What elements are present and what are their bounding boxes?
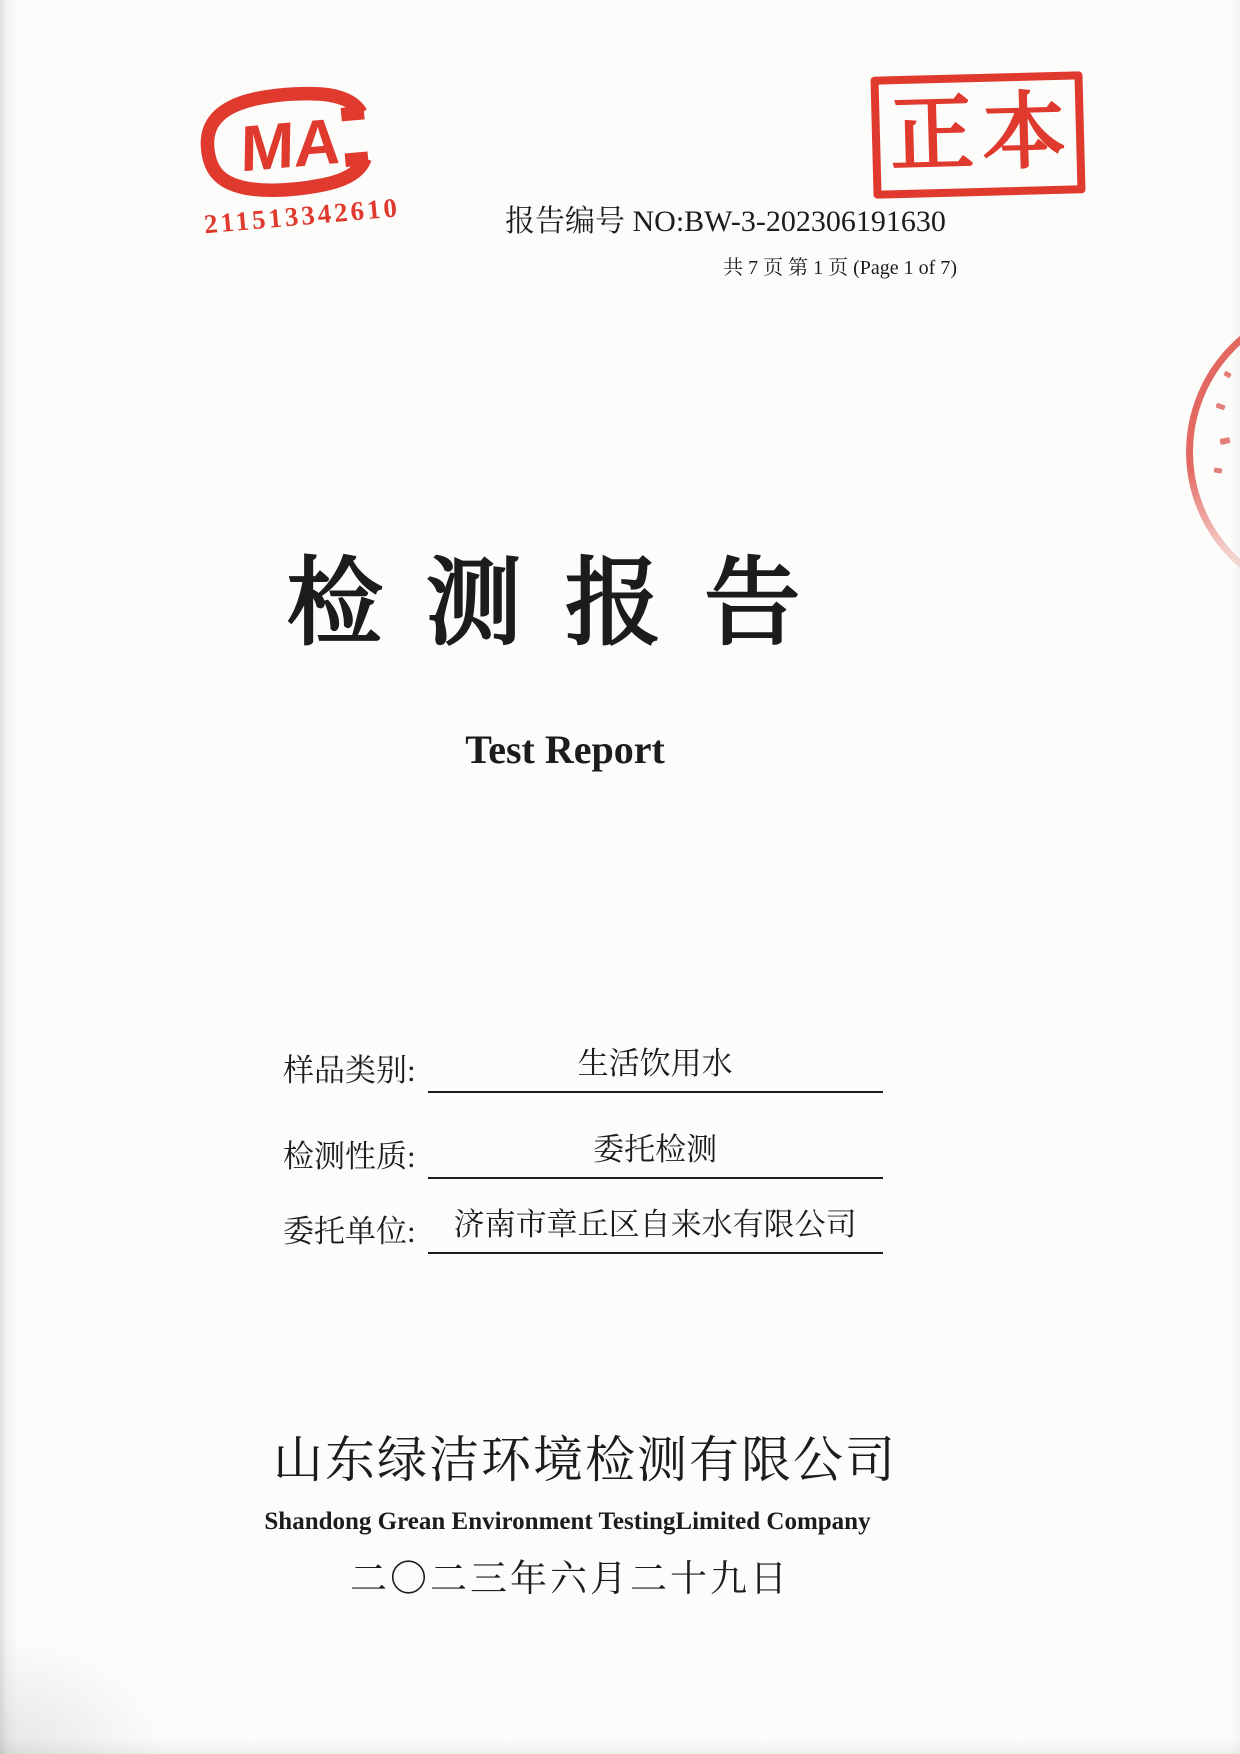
cma-number: 211513342610 [202, 192, 402, 240]
company-name-zh: 山东绿洁环境检测有限公司 [273, 1432, 897, 1488]
report-number-value: BW-3-202306191630 [684, 205, 946, 238]
field-label: 样品类别: [283, 1053, 416, 1088]
page-count-line: 共 7 页 第 1 页 (Page 1 of 7) [723, 257, 957, 279]
partial-seal-icon [1186, 300, 1240, 604]
field-row-sample-type [283, 1042, 883, 1093]
report-title: 检测报告 [286, 550, 844, 657]
field-value-underlined: 生活饮用水 [428, 1042, 883, 1093]
report-title-en: Test Report [465, 727, 665, 772]
report-number-label: 报告编号 NO: [505, 205, 685, 238]
field-value-underlined: 济南市章丘区自来水有限公司 [428, 1203, 883, 1254]
field-value-underlined: 委托检测 [428, 1128, 883, 1179]
field-row-test-nature [283, 1128, 883, 1179]
seal-text-fragment [1214, 467, 1223, 473]
cma-stamp [186, 77, 408, 241]
original-copy-stamp [870, 71, 1085, 199]
field-label: 检测性质: [283, 1139, 416, 1174]
company-name-en: Shandong Grean Environment TestingLimited Company [264, 1508, 871, 1535]
original-copy-label: 正本 [888, 85, 1076, 184]
report-date: 二〇二三年六月二十九日 [350, 1559, 790, 1600]
cma-letters: MA [240, 103, 342, 186]
field-label: 委托单位: [283, 1214, 416, 1249]
cma-logo-icon [192, 78, 399, 205]
field-row-client [283, 1203, 883, 1254]
report-number-line [505, 196, 946, 240]
